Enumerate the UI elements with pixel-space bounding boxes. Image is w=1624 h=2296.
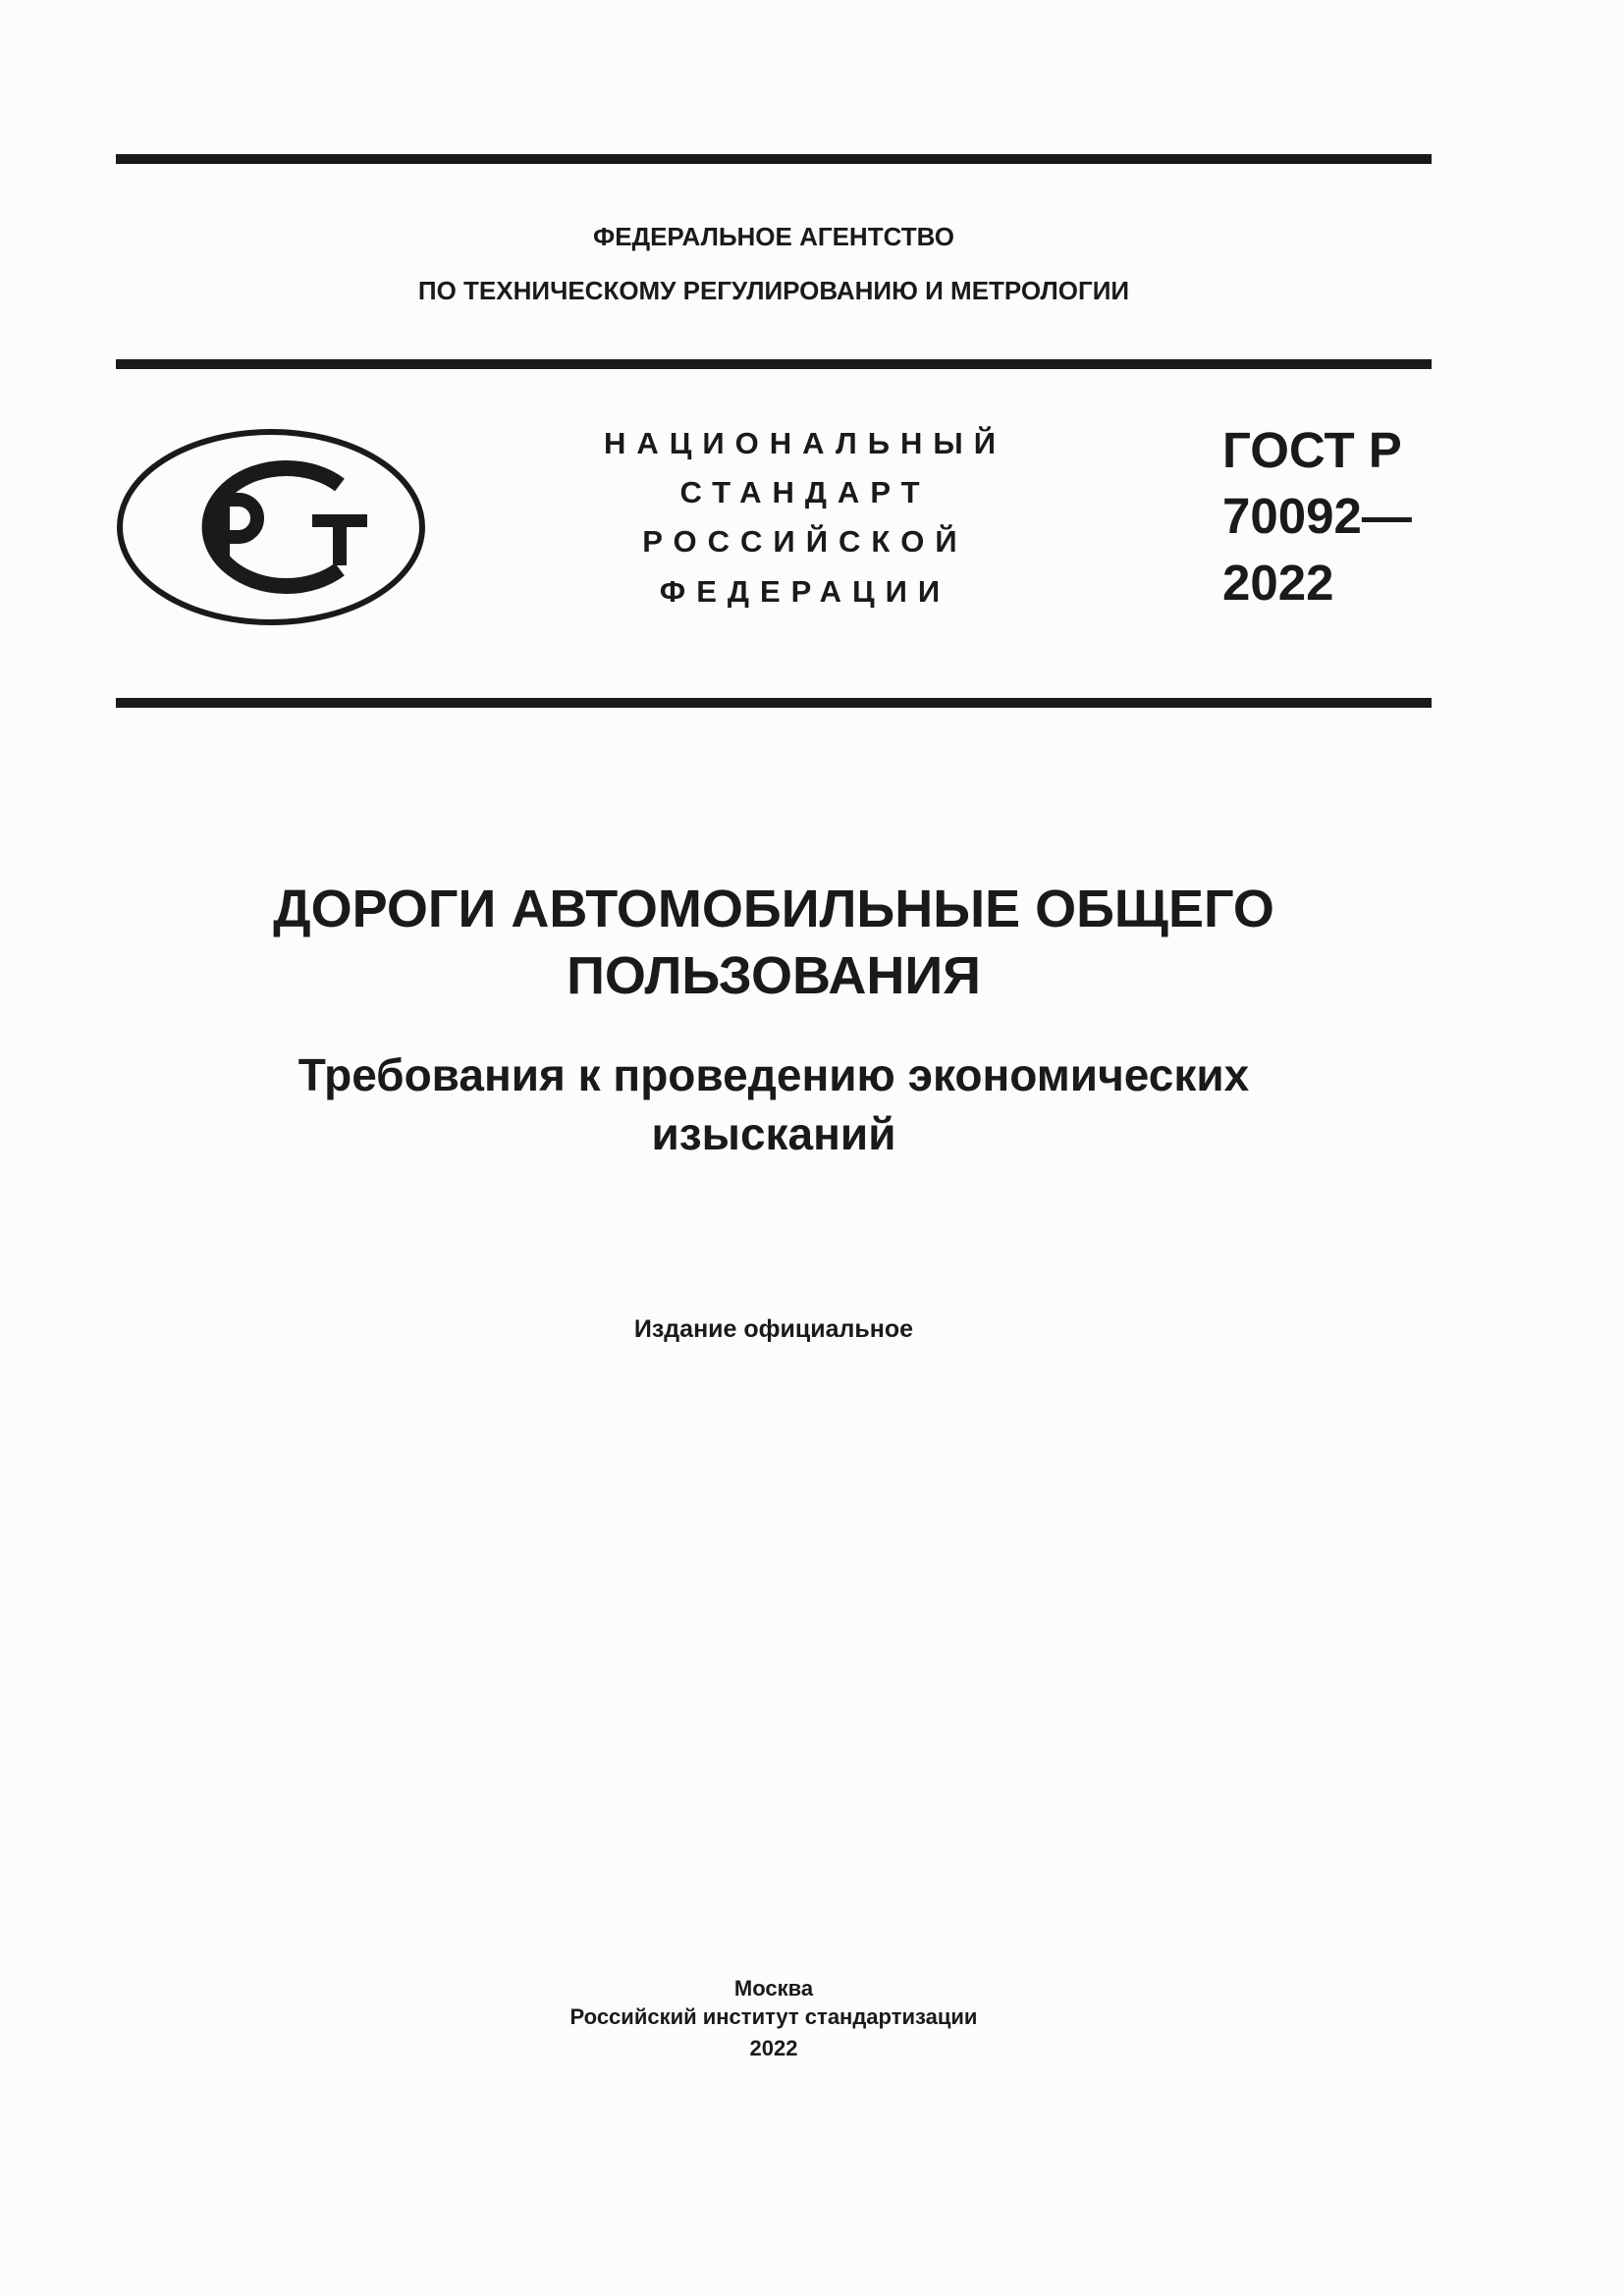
standard-code-line-1: ГОСТ Р (1222, 422, 1402, 478)
imprint-year: 2022 (749, 2036, 798, 2060)
imprint-city: Москва (733, 1976, 814, 2001)
standard-code-line-2: 70092— (1222, 488, 1412, 544)
document-subtitle-line-2: изысканий (651, 1108, 896, 1159)
standard-type-line-4: ФЕДЕРАЦИИ (659, 574, 951, 609)
imprint-publisher: Российский институт стандартизации (569, 2004, 978, 2029)
header-bottom-rule (116, 359, 1432, 369)
edition-label: Издание официальное (633, 1315, 914, 1343)
rst-logo-icon (116, 428, 426, 626)
standard-type-line-2: СТАНДАРТ (679, 475, 931, 509)
document-title-line-1: ДОРОГИ АВТОМОБИЛЬНЫЕ ОБЩЕГО (273, 880, 1274, 938)
standard-code-line-3: 2022 (1222, 555, 1334, 611)
standard-type-line-1: НАЦИОНАЛЬНЫЙ (603, 426, 1007, 460)
agency-line-2: ПО ТЕХНИЧЕСКОМУ РЕГУЛИРОВАНИЮ И МЕТРОЛОГИИ (417, 276, 1130, 305)
agency-line-1: ФЕДЕРАЛЬНОЕ АГЕНТСТВО (593, 222, 954, 251)
document-subtitle-line-1: Требования к проведению экономических (298, 1049, 1250, 1100)
standard-type-line-3: РОССИЙСКОЙ (642, 524, 968, 559)
document-title-line-2: ПОЛЬЗОВАНИЯ (567, 946, 981, 1005)
standard-bottom-rule (116, 698, 1432, 708)
top-rule (116, 154, 1432, 164)
